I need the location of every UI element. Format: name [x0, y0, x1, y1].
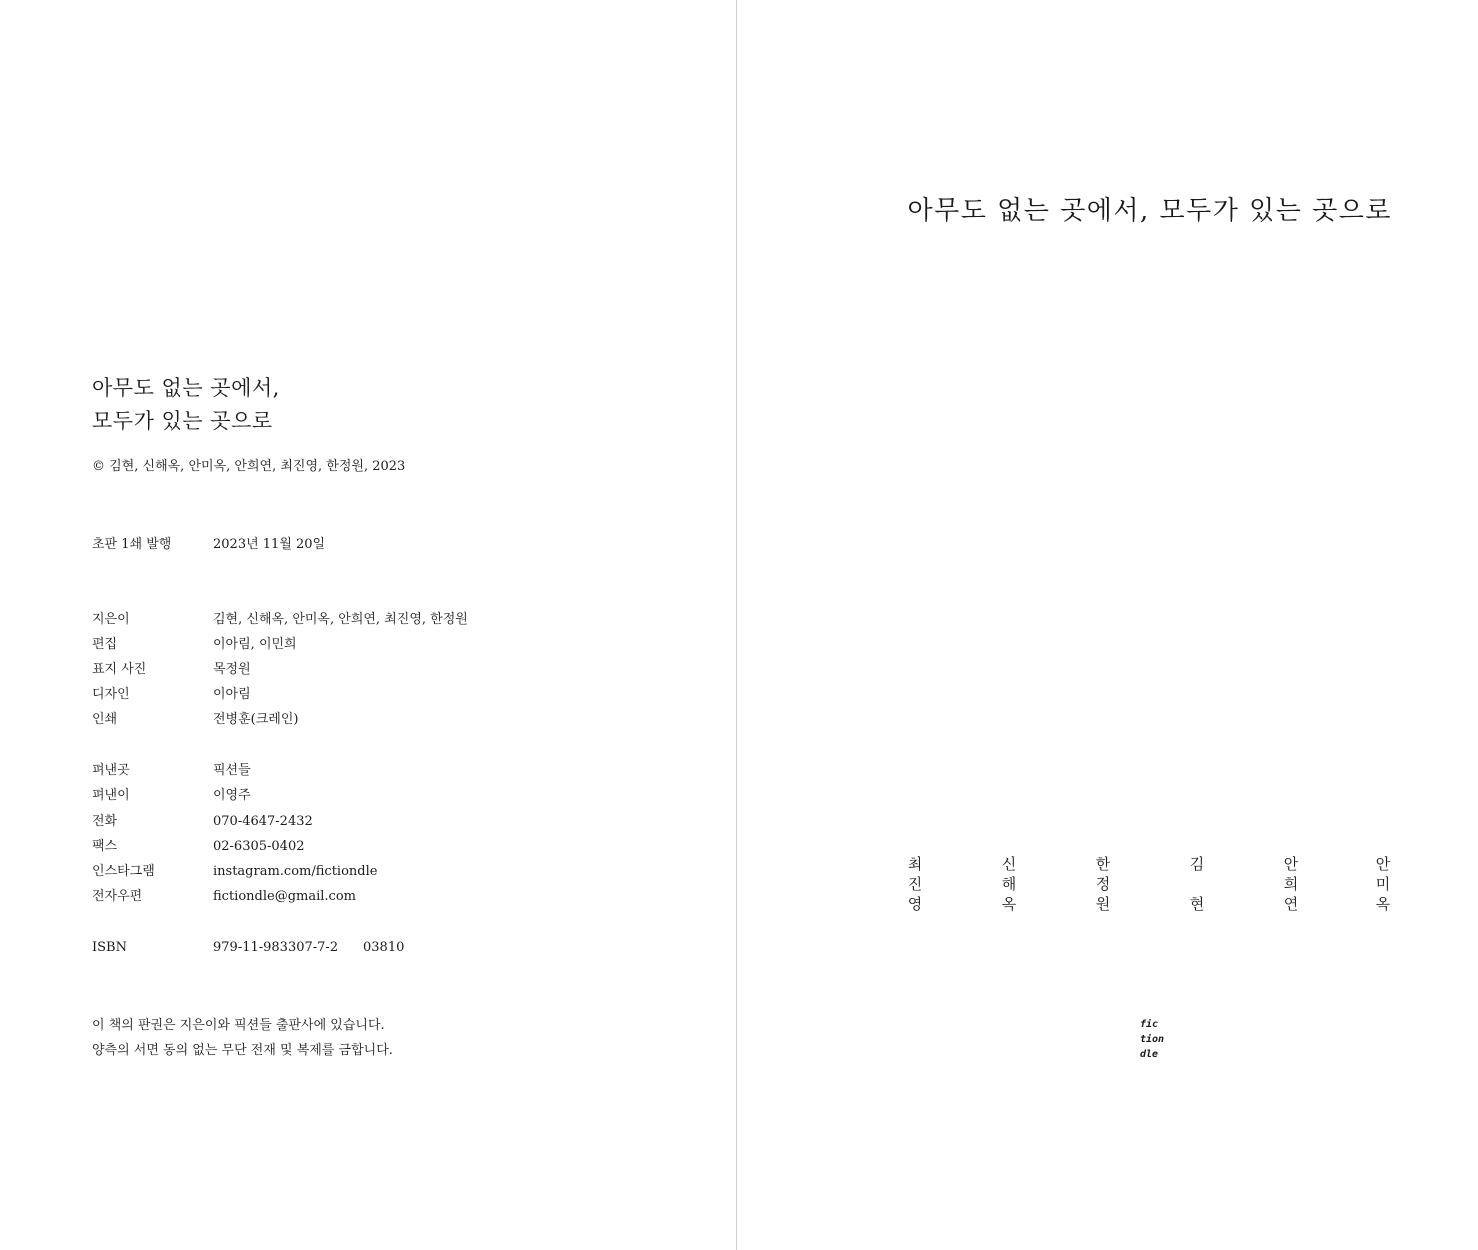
author-char: 연 — [1283, 895, 1299, 913]
publisher-value: fictiondle@gmail.com — [213, 889, 356, 904]
isbn-add-on-code: 03810 — [363, 940, 405, 955]
author-char: 옥 — [1001, 895, 1017, 913]
author-char: 최 — [907, 855, 923, 873]
author-char: 안 — [1375, 855, 1391, 873]
author-char — [1187, 874, 1207, 894]
author-name-vertical — [1093, 854, 1113, 914]
publisher-label: 전화 — [92, 814, 118, 829]
author-char: 정 — [1095, 875, 1111, 893]
first-edition-date: 2023년 11월 20일 — [213, 537, 326, 552]
credit-value: 이아림 — [213, 687, 251, 702]
colophon-title-line-1: 아무도 없는 곳에서, — [92, 376, 280, 400]
author-char: 현 — [1189, 895, 1205, 913]
logo-line: fic — [1140, 1019, 1159, 1030]
publisher-value: 이영주 — [213, 788, 251, 803]
logo-line: tion — [1140, 1034, 1165, 1045]
colophon-title-line-2: 모두가 있는 곳으로 — [92, 409, 273, 433]
author-name-vertical — [1373, 854, 1393, 914]
colophon-page — [0, 0, 736, 1250]
author-char: 진 — [907, 875, 923, 893]
author-name-vertical — [999, 854, 1019, 914]
author-char: 안 — [1283, 855, 1299, 873]
logo-line: dle — [1140, 1049, 1159, 1060]
isbn-number: 979-11-983307-7-2 — [213, 940, 339, 955]
author-char: 희 — [1283, 875, 1299, 893]
author-char: 해 — [1001, 875, 1017, 893]
author-name-vertical — [1187, 854, 1207, 914]
credit-value: 전병훈(크레인) — [213, 712, 299, 727]
publisher-value: instagram.com/fictiondle — [213, 864, 378, 879]
notice-line-2: 양측의 서면 동의 없는 무단 전재 및 복제를 금합니다. — [92, 1043, 393, 1058]
notice-line-1: 이 책의 판권은 지은이와 픽션들 출판사에 있습니다. — [92, 1018, 385, 1033]
credit-label: 표지 사진 — [92, 662, 147, 677]
author-char: 미 — [1375, 875, 1391, 893]
first-edition-label: 초판 1쇄 발행 — [92, 537, 172, 552]
publisher-label: 인스타그램 — [92, 864, 155, 879]
copyright-line: © 김현, 신해옥, 안미옥, 안희연, 최진영, 한정원, 2023 — [92, 459, 406, 474]
isbn-label: ISBN — [92, 940, 127, 955]
credit-label: 디자인 — [92, 687, 130, 702]
publisher-label: 전자우편 — [92, 889, 143, 904]
credit-label: 편집 — [92, 637, 118, 652]
author-char: 김 — [1189, 855, 1205, 873]
credit-label: 인쇄 — [92, 712, 118, 727]
publisher-value: 02-6305-0402 — [213, 839, 305, 854]
publisher-value: 픽션들 — [213, 763, 251, 778]
credit-value: 목정원 — [213, 662, 251, 677]
author-char: 신 — [1001, 855, 1017, 873]
author-name-vertical — [1281, 854, 1301, 914]
copyright-notice — [92, 1013, 393, 1063]
credit-value: 김현, 신해옥, 안미옥, 안희연, 최진영, 한정원 — [213, 612, 468, 627]
credit-label: 지은이 — [92, 612, 130, 627]
publisher-logo — [1140, 1017, 1164, 1062]
page-gutter-divider — [736, 0, 737, 1250]
author-name-vertical — [905, 854, 925, 914]
author-list — [905, 854, 1393, 924]
colophon-title — [92, 372, 280, 438]
book-title: 아무도 없는 곳에서, 모두가 있는 곳으로 — [907, 196, 1392, 226]
publisher-label: 팩스 — [92, 839, 118, 854]
author-char: 한 — [1095, 855, 1111, 873]
publisher-value: 070-4647-2432 — [213, 814, 313, 829]
title-page — [738, 0, 1478, 1250]
author-char: 영 — [907, 895, 923, 913]
author-char: 원 — [1095, 895, 1111, 913]
author-char: 옥 — [1375, 895, 1391, 913]
publisher-label: 펴낸곳 — [92, 763, 130, 778]
publisher-label: 펴낸이 — [92, 788, 130, 803]
credit-value: 이아림, 이민희 — [213, 637, 297, 652]
